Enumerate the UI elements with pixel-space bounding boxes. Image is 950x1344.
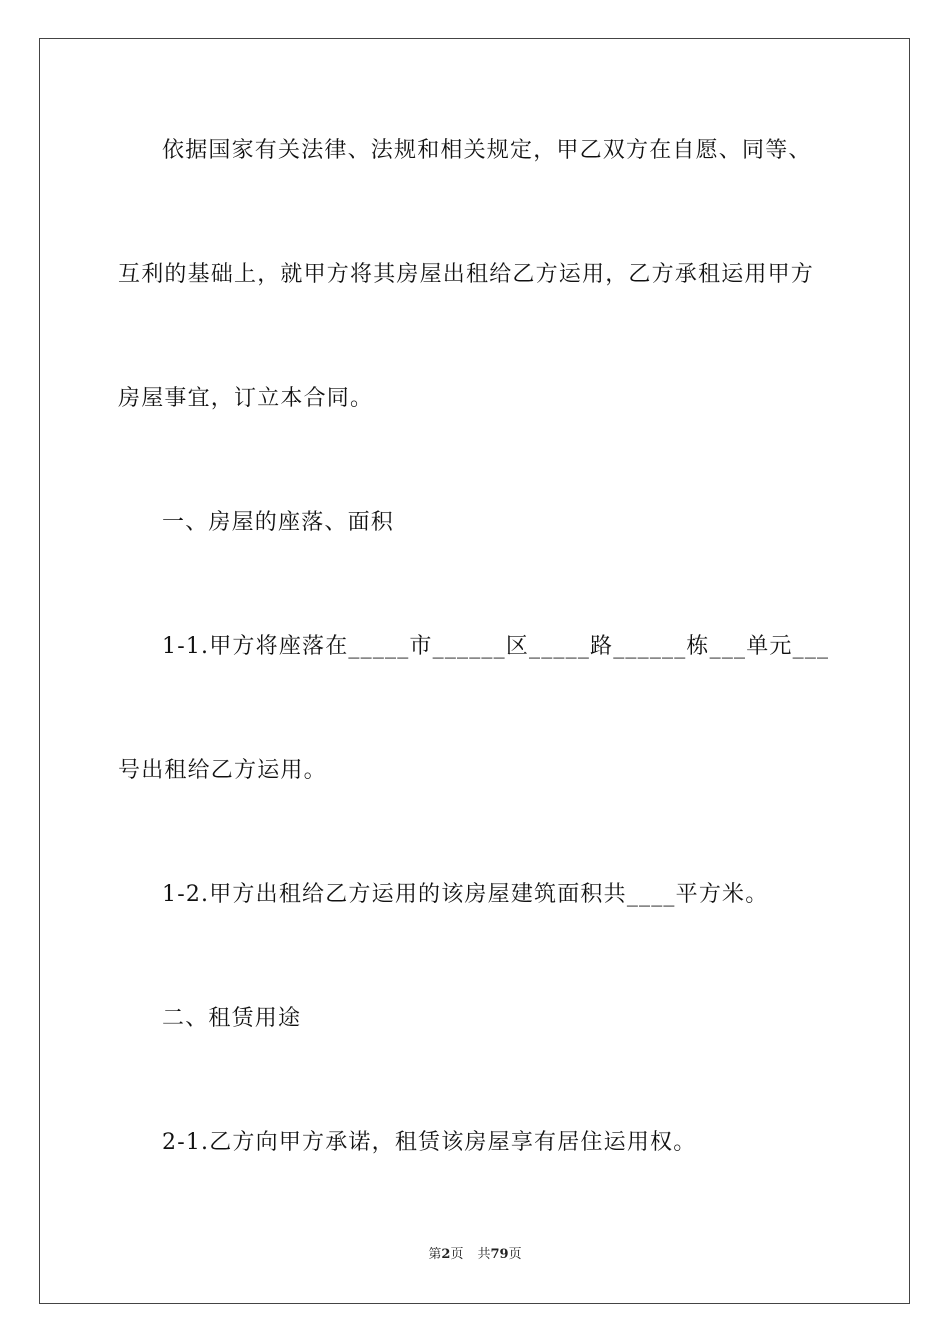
page-suffix: 页 [450,1247,464,1262]
section-heading-1: 一、房屋的座落、面积 [162,510,395,535]
paragraph-intro-line-3: 房屋事宜，订立本合同。 [118,386,374,411]
paragraph-intro-line-1: 依据国家有关法律、法规和相关规定，甲乙双方在自愿、同等、 [162,138,812,163]
page-number: 2 [441,1247,451,1262]
page-prefix: 第 [428,1247,442,1262]
clause-1-2: 1-2.甲方出租给乙方运用的该房屋建筑面积共____平方米。 [162,882,769,907]
total-prefix: 共 [477,1247,491,1262]
page-border [39,38,910,1304]
paragraph-intro-line-2: 互利的基础上，就甲方将其房屋出租给乙方运用，乙方承租运用甲方 [118,262,815,287]
section-heading-2: 二、租赁用途 [162,1006,302,1031]
clause-1-1-line-1: 1-1.甲方将座落在_____市______区_____路______栋___单元___ [162,634,830,659]
total-pages: 79 [490,1247,509,1262]
clause-2-1: 2-1.乙方向甲方承诺，租赁该房屋享有居住运用权。 [162,1130,697,1155]
page-footer [0,1246,950,1264]
clause-1-1-line-2: 号出租给乙方运用。 [118,758,327,783]
total-suffix: 页 [508,1247,522,1262]
